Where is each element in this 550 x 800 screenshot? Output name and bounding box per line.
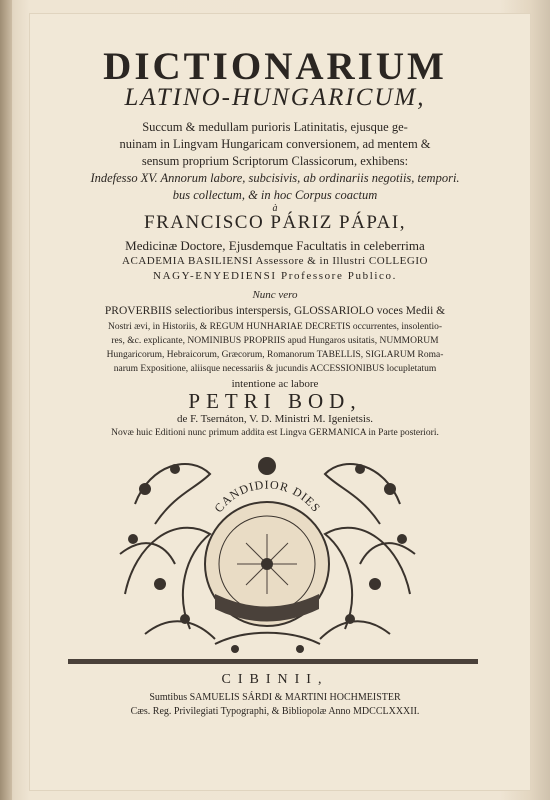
description-line: nuinam in Lingvam Hungaricam conversionem, ad mentem & (119, 137, 431, 151)
author-title-line: ACADEMIA BASILIENSI Assessore & in Illustri COLLEGIO (122, 255, 428, 267)
editor-detail-line: Novæ huic Editioni nunc primum addita est Lingva GERMANICA in Parte posteriori. (111, 428, 439, 438)
description-line: Succum & medullam purioris Latinitatis, ejusque ge- (142, 120, 408, 134)
supplement-line: Nostri ævi, in Historiis, & REGUM HUNHARIAE DECRETIS occurrentes, insolentio- (107, 322, 443, 332)
description-line: Indefesso XV. Annorum labore, subcisivis, ab ordinariis negotiis, tempori. (90, 171, 460, 185)
editor-name: PETRI BOD, (188, 389, 362, 413)
supplement-line: intentione ac labore (231, 378, 319, 390)
description-line: bus collectum, & in hoc Corpus coactum (172, 188, 378, 202)
author-preposition: à (272, 203, 278, 214)
emblem-motto: CANDIDIOR DIES (211, 477, 324, 516)
book-title: DICTIONARIUM (103, 45, 447, 88)
supplement-line: Hungaricorum, Hebraicorum, Græcorum, Romanorum TABELLIS, SIGLARUM Roma- (106, 350, 444, 360)
supplement-line: narum Expositione, aliisque necessariis & jucundis ACCESSIONIBUS locupletatum (113, 364, 437, 374)
author-title-line: Medicinæ Doctore, Ejusdemque Facultatis in celeberrima (125, 238, 425, 253)
author-title-line: NAGY-ENYEDIENSI Professore Publico. (153, 270, 397, 282)
supplement-line: res, &c. explicante, NOMINIBUS PROPRIIS apud Hungaros usitatis, NUMMORUM (111, 336, 439, 346)
imprint-line: Sumtibus SAMUELIS SÁRDI & MARTINI HOCHMEISTER (149, 692, 401, 703)
editor-detail-line: de F. Tsernáton, V. D. Ministri M. Igenietsis. (176, 413, 374, 425)
divider-rule (68, 659, 478, 664)
supplement-line: PROVERBIIS selectioribus interspersis, GLOSSARIOLO voces Medii & (104, 305, 446, 317)
book-subtitle: LATINO-HUNGARICUM, (124, 84, 426, 111)
imprint-line: Cæs. Reg. Privilegiati Typographi, & Bibliopolæ Anno MDCCLXXXII. (130, 706, 420, 717)
imprint-city: CIBINII, (221, 672, 329, 687)
description-line: sensum proprium Scriptorum Classicorum, exhibens: (141, 154, 409, 168)
printers-ornament (115, 444, 420, 659)
nunc-vero: Nunc vero (252, 289, 298, 301)
author-name: FRANCISCO PÁRIZ PÁPAI, (144, 212, 406, 233)
